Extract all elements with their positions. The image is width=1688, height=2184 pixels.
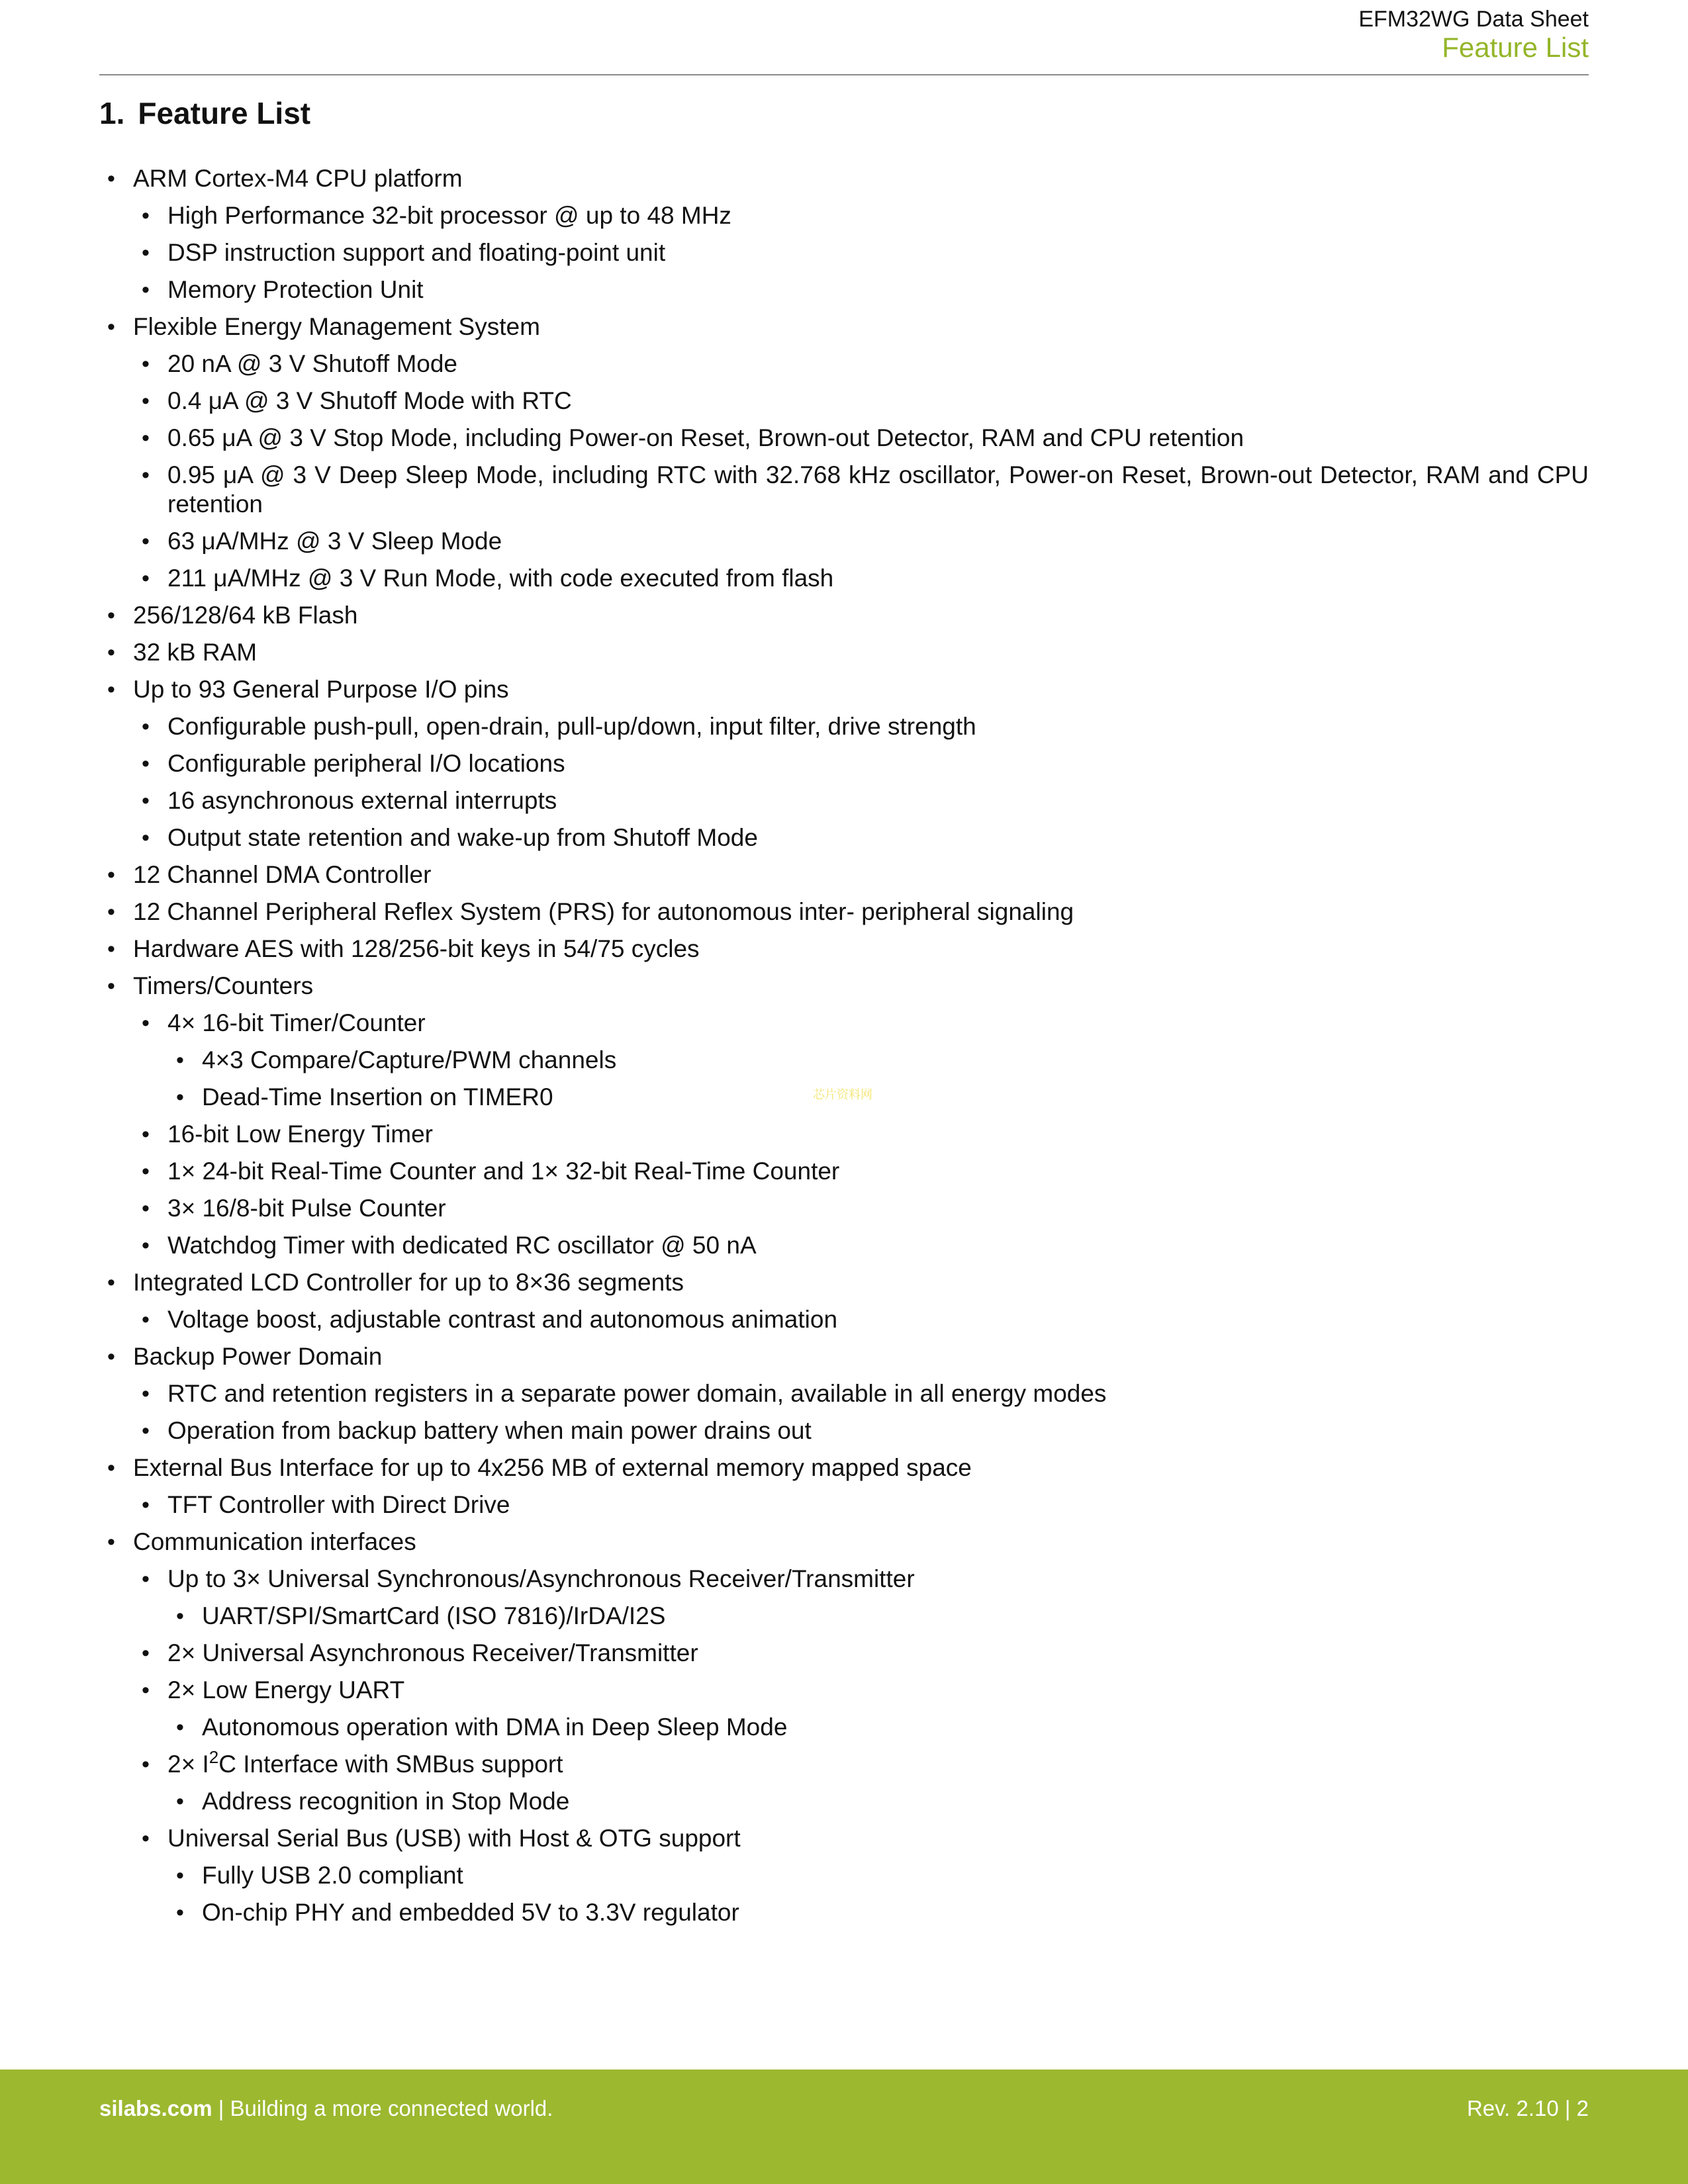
list-item-text: 0.65 μA @ 3 V Stop Mode, including Power-on Reset, Brown-out Detector, RAM and CPU retention xyxy=(167,424,1244,451)
list-item-text: 2× I xyxy=(167,1751,209,1778)
list-item xyxy=(99,349,1589,379)
footer-revision-page: Rev. 2.10 | 2 xyxy=(1466,2096,1589,2120)
list-item xyxy=(99,601,1589,630)
list-item xyxy=(99,1120,1589,1149)
list-item-text: 3× 16/8-bit Pulse Counter xyxy=(167,1195,446,1222)
footer-tagline: | Building a more connected world. xyxy=(212,2096,553,2120)
section-title: Feature List xyxy=(138,96,311,130)
list-item xyxy=(99,1676,1589,1705)
list-item-text: Fully USB 2.0 compliant xyxy=(202,1862,463,1889)
list-item-text-continued: C Interface with SMBus support xyxy=(218,1751,563,1778)
list-item-text: 4× 16-bit Timer/Counter xyxy=(167,1009,426,1036)
list-item-text: External Bus Interface for up to 4x256 MB of external memory mapped space xyxy=(133,1454,972,1481)
list-item xyxy=(99,972,1589,1001)
superscript: 2 xyxy=(209,1747,219,1767)
list-item-text: Address recognition in Stop Mode xyxy=(202,1788,570,1815)
list-item-text: 32 kB RAM xyxy=(133,639,258,666)
list-item xyxy=(99,1342,1589,1371)
list-item-text: High Performance 32-bit processor @ up to 48 MHz xyxy=(167,202,731,229)
list-item xyxy=(99,860,1589,889)
document-title: EFM32WG Data Sheet xyxy=(1358,7,1589,32)
list-item xyxy=(99,1824,1589,1853)
list-item xyxy=(99,1157,1589,1186)
list-item xyxy=(99,312,1589,341)
list-item xyxy=(99,1268,1589,1297)
list-item xyxy=(99,1898,1589,1927)
list-item-text: 20 nA @ 3 V Shutoff Mode xyxy=(167,350,458,377)
list-item-text: UART/SPI/SmartCard (ISO 7816)/IrDA/I2S xyxy=(202,1602,666,1629)
section-number: 1. xyxy=(99,96,125,130)
list-item xyxy=(99,1747,1589,1779)
list-item-text: Operation from backup battery when main power drains out xyxy=(167,1417,812,1444)
list-item-text: Configurable peripheral I/O locations xyxy=(167,750,565,777)
list-item-text: Watchdog Timer with dedicated RC oscillator @ 50 nA xyxy=(167,1232,757,1259)
list-item-text: Integrated LCD Controller for up to 8×36 segments xyxy=(133,1269,684,1296)
watermark-text: 芯片资料网 xyxy=(813,1088,872,1101)
list-item-text: Voltage boost, adjustable contrast and autonomous animation xyxy=(167,1306,838,1333)
list-item-text: 1× 24-bit Real-Time Counter and 1× 32-bit Real-Time Counter xyxy=(167,1158,840,1185)
section-heading xyxy=(99,95,310,131)
list-item-text: 256/128/64 kB Flash xyxy=(133,602,358,629)
list-item xyxy=(99,1861,1589,1890)
list-item xyxy=(99,275,1589,304)
list-item-text: 2× Low Energy UART xyxy=(167,1676,405,1704)
list-item-text: 16 asynchronous external interrupts xyxy=(167,787,557,814)
list-item-text: 12 Channel Peripheral Reflex System (PRS) for autonomous inter- peripheral signaling xyxy=(133,898,1074,925)
list-item-text: Backup Power Domain xyxy=(133,1343,383,1370)
list-item-text: Output state retention and wake-up from Shutoff Mode xyxy=(167,824,758,851)
list-item-text: 2× Universal Asynchronous Receiver/Transmitter xyxy=(167,1639,698,1666)
list-item xyxy=(99,164,1589,193)
list-item xyxy=(99,823,1589,852)
list-item xyxy=(99,897,1589,927)
list-item-text: DSP instruction support and floating-point unit xyxy=(167,239,666,266)
list-item-text: ARM Cortex-M4 CPU platform xyxy=(133,165,463,192)
list-item xyxy=(99,1713,1589,1742)
list-item xyxy=(99,786,1589,815)
list-item-text: 0.95 μA @ 3 V Deep Sleep Mode, including RTC with 32.768 kHz oscillator, Power-on Reset, Brown-out Detector, RAM and CPU retention xyxy=(167,461,1589,518)
list-item xyxy=(99,749,1589,778)
list-item-text: Timers/Counters xyxy=(133,972,314,999)
list-item-text: 16-bit Low Energy Timer xyxy=(167,1120,434,1148)
list-item xyxy=(99,1194,1589,1223)
list-item xyxy=(99,1046,1589,1075)
list-item-text: 12 Channel DMA Controller xyxy=(133,861,432,888)
list-item-text: 63 μA/MHz @ 3 V Sleep Mode xyxy=(167,527,502,555)
list-item-text: Hardware AES with 128/256-bit keys in 54/75 cycles xyxy=(133,935,700,962)
list-item-text: Autonomous operation with DMA in Deep Sleep Mode xyxy=(202,1713,788,1741)
list-item xyxy=(99,461,1589,519)
list-item xyxy=(99,527,1589,556)
list-item xyxy=(99,424,1589,453)
list-item xyxy=(99,638,1589,667)
list-item-text: 211 μA/MHz @ 3 V Run Mode, with code executed from flash xyxy=(167,565,834,592)
list-item xyxy=(99,1565,1589,1594)
list-item xyxy=(99,1305,1589,1334)
list-item xyxy=(99,1379,1589,1408)
list-item-text: RTC and retention registers in a separate power domain, available in all energy modes xyxy=(167,1380,1107,1407)
feature-list xyxy=(99,164,1589,1935)
list-item xyxy=(99,564,1589,593)
footer-brand xyxy=(99,2096,553,2121)
list-item xyxy=(99,675,1589,704)
list-item xyxy=(99,201,1589,230)
list-item xyxy=(99,1009,1589,1038)
header-divider xyxy=(99,74,1589,75)
list-item-text: Communication interfaces xyxy=(133,1528,416,1555)
footer-bar xyxy=(0,2070,1688,2184)
list-item xyxy=(99,1787,1589,1816)
list-item xyxy=(99,1453,1589,1482)
list-item-text: TFT Controller with Direct Drive xyxy=(167,1491,510,1518)
list-item-text: Universal Serial Bus (USB) with Host & OTG support xyxy=(167,1825,741,1852)
list-item xyxy=(99,1416,1589,1445)
list-item-text: Memory Protection Unit xyxy=(167,276,424,303)
list-item-text: 0.4 μA @ 3 V Shutoff Mode with RTC xyxy=(167,387,572,414)
list-item xyxy=(99,1490,1589,1520)
list-item xyxy=(99,387,1589,416)
list-item-text: On-chip PHY and embedded 5V to 3.3V regulator xyxy=(202,1899,739,1926)
list-item-text: Up to 3× Universal Synchronous/Asynchronous Receiver/Transmitter xyxy=(167,1565,915,1592)
list-item xyxy=(99,238,1589,267)
list-item xyxy=(99,1602,1589,1631)
footer-site-link[interactable]: silabs.com xyxy=(99,2096,212,2120)
list-item-text: 4×3 Compare/Capture/PWM channels xyxy=(202,1046,617,1073)
list-item-text: Dead-Time Insertion on TIMER0 xyxy=(202,1083,553,1111)
list-item-text: Flexible Energy Management System xyxy=(133,313,540,340)
list-item xyxy=(99,712,1589,741)
list-item xyxy=(99,1639,1589,1668)
list-item-text: Up to 93 General Purpose I/O pins xyxy=(133,676,509,703)
list-item-text: Configurable push-pull, open-drain, pull-up/down, input filter, drive strength xyxy=(167,713,976,740)
list-item xyxy=(99,1231,1589,1260)
header-section-name: Feature List xyxy=(1442,32,1589,63)
list-item xyxy=(99,934,1589,964)
list-item xyxy=(99,1527,1589,1557)
